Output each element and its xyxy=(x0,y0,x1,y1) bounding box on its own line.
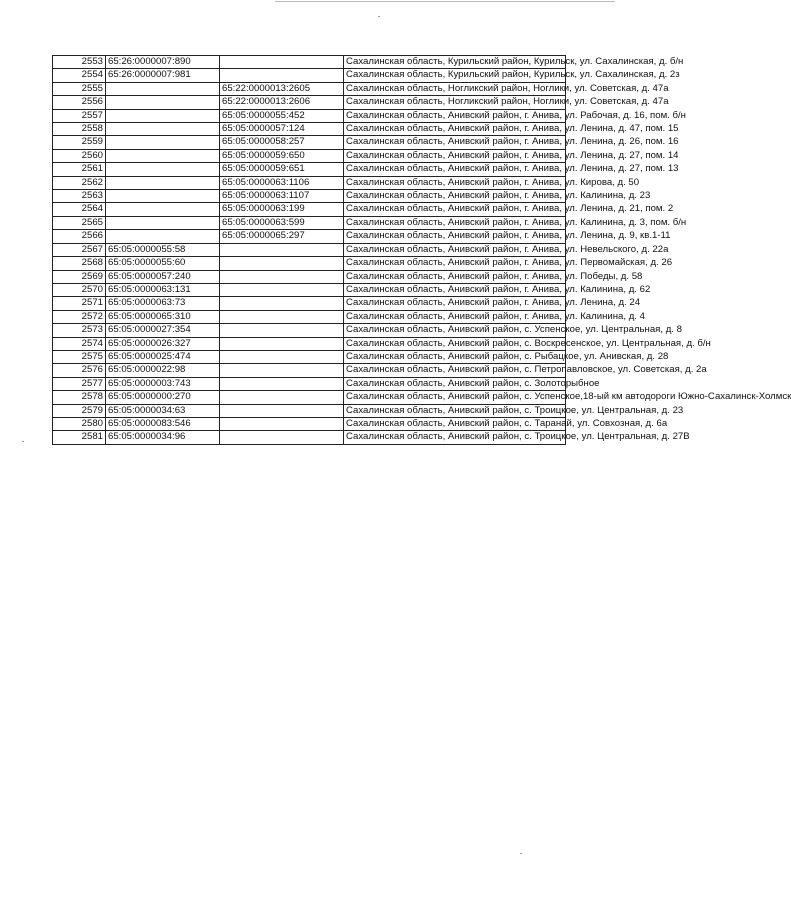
cadastral-number-premises xyxy=(220,270,344,283)
row-number: 2560 xyxy=(53,149,106,162)
cadastral-number-premises xyxy=(220,391,344,404)
address-cell: Сахалинская область, Анивский район, с. Троицкое, ул. Центральная, д. 23 xyxy=(344,404,566,417)
cadastral-number-building: 65:05:0000003:743 xyxy=(106,377,220,390)
cadastral-number-building xyxy=(106,203,220,216)
address-cell: Сахалинская область, Анивский район, г. Анива, ул. Ленина, д. 9, кв.1-11 xyxy=(344,230,566,243)
cadastral-number-building xyxy=(106,176,220,189)
row-number: 2565 xyxy=(53,216,106,229)
scan-speck xyxy=(378,16,380,17)
cadastral-number-building: 65:05:0000065:310 xyxy=(106,310,220,323)
address-cell: Сахалинская область, Анивский район, г. Анива, ул. Рабочая, д. 16, пом. б/н xyxy=(344,109,566,122)
scan-top-edge xyxy=(275,1,615,2)
address-cell: Сахалинская область, Анивский район, г. Анива, ул. Калинина, д. 3, пом. б/н xyxy=(344,216,566,229)
cadastral-number-premises xyxy=(220,364,344,377)
address-cell: Сахалинская область, Анивский район, г. Анива, ул. Ленина, д. 26, пом. 16 xyxy=(344,136,566,149)
cadastral-number-building: 65:05:0000034:96 xyxy=(106,431,220,444)
address-cell: Сахалинская область, Анивский район, с. Успенское,18-ый км автодороги Южно-Сахалинск-Холмск xyxy=(344,391,566,404)
address-cell: Сахалинская область, Анивский район, г. Анива, ул. Калинина, д. 62 xyxy=(344,283,566,296)
row-number: 2558 xyxy=(53,123,106,136)
cadastral-number-premises xyxy=(220,404,344,417)
cadastral-number-premises xyxy=(220,56,344,69)
cadastral-number-premises xyxy=(220,283,344,296)
cadastral-number-building: 65:05:0000027:354 xyxy=(106,324,220,337)
cadastral-number-building xyxy=(106,82,220,95)
cadastral-number-premises: 65:05:0000059:651 xyxy=(220,163,344,176)
cadastral-number-premises: 65:05:0000063:1106 xyxy=(220,176,344,189)
cadastral-number-building xyxy=(106,109,220,122)
address-cell: Сахалинская область, Анивский район, г. Анива, ул. Невельского, д. 22а xyxy=(344,243,566,256)
registry-table xyxy=(52,55,791,445)
address-cell: Сахалинская область, Анивский район, г. Анива, ул. Ленина, д. 24 xyxy=(344,297,566,310)
cadastral-number-building: 65:05:0000063:131 xyxy=(106,283,220,296)
table-row xyxy=(53,350,566,363)
table-row xyxy=(53,82,566,95)
cadastral-number-premises xyxy=(220,310,344,323)
cadastral-number-premises xyxy=(220,377,344,390)
row-number: 2564 xyxy=(53,203,106,216)
address-cell: Сахалинская область, Анивский район, с. Троицкое, ул. Центральная, д. 27В xyxy=(344,431,566,444)
address-cell: Сахалинская область, Анивский район, с. Таранай, ул. Совхозная, д. 6а xyxy=(344,417,566,430)
cadastral-number-building: 65:05:0000000:270 xyxy=(106,391,220,404)
cadastral-number-premises: 65:05:0000063:199 xyxy=(220,203,344,216)
cadastral-number-building xyxy=(106,96,220,109)
address-cell: Сахалинская область, Анивский район, г. Анива, ул. Ленина, д. 27, пом. 13 xyxy=(344,163,566,176)
table-row xyxy=(53,337,566,350)
table-row xyxy=(53,216,566,229)
cadastral-number-premises: 65:05:0000058:257 xyxy=(220,136,344,149)
table-row xyxy=(53,69,566,82)
cadastral-number-premises: 65:05:0000057:124 xyxy=(220,123,344,136)
row-number: 2554 xyxy=(53,69,106,82)
row-number: 2563 xyxy=(53,190,106,203)
row-number: 2569 xyxy=(53,270,106,283)
cadastral-number-premises xyxy=(220,243,344,256)
cadastral-number-building xyxy=(106,136,220,149)
row-number: 2561 xyxy=(53,163,106,176)
cadastral-number-premises: 65:22:0000013:2606 xyxy=(220,96,344,109)
row-number: 2573 xyxy=(53,324,106,337)
cadastral-number-building xyxy=(106,216,220,229)
row-number: 2580 xyxy=(53,417,106,430)
table-row xyxy=(53,364,566,377)
cadastral-number-building: 65:26:0000007:890 xyxy=(106,56,220,69)
row-number: 2571 xyxy=(53,297,106,310)
cadastral-number-building xyxy=(106,123,220,136)
address-cell: Сахалинская область, Курильский район, Курильск, ул. Сахалинская, д. б/н xyxy=(344,56,566,69)
row-number: 2557 xyxy=(53,109,106,122)
table-row xyxy=(53,391,566,404)
table-row xyxy=(53,190,566,203)
cadastral-number-premises xyxy=(220,257,344,270)
table-row xyxy=(53,431,566,444)
row-number: 2576 xyxy=(53,364,106,377)
table-row xyxy=(53,310,566,323)
table-row xyxy=(53,404,566,417)
cadastral-number-premises: 65:05:0000059:650 xyxy=(220,149,344,162)
row-number: 2556 xyxy=(53,96,106,109)
table-row xyxy=(53,257,566,270)
row-number: 2553 xyxy=(53,56,106,69)
cadastral-number-building xyxy=(106,230,220,243)
table-row xyxy=(53,324,566,337)
cadastral-number-building: 65:05:0000026:327 xyxy=(106,337,220,350)
address-cell: Сахалинская область, Анивский район, г. Анива, ул. Кирова, д. 50 xyxy=(344,176,566,189)
table-row xyxy=(53,163,566,176)
address-cell: Сахалинская область, Анивский район, с. Рыбацкое, ул. Анивская, д. 28 xyxy=(344,350,566,363)
address-cell: Сахалинская область, Анивский район, г. Анива, ул. Ленина, д. 27, пом. 14 xyxy=(344,149,566,162)
table-row xyxy=(53,243,566,256)
cadastral-number-premises xyxy=(220,297,344,310)
table-row xyxy=(53,270,566,283)
row-number: 2568 xyxy=(53,257,106,270)
cadastral-number-building: 65:05:0000055:60 xyxy=(106,257,220,270)
cadastral-number-building xyxy=(106,163,220,176)
row-number: 2555 xyxy=(53,82,106,95)
cadastral-number-premises xyxy=(220,417,344,430)
cadastral-number-premises xyxy=(220,324,344,337)
cadastral-number-premises xyxy=(220,69,344,82)
cadastral-number-premises xyxy=(220,431,344,444)
scan-speck xyxy=(520,853,522,854)
table-row xyxy=(53,176,566,189)
registry-table-body xyxy=(53,56,791,445)
row-number: 2581 xyxy=(53,431,106,444)
table-row xyxy=(53,149,566,162)
cadastral-number-building xyxy=(106,149,220,162)
row-number: 2572 xyxy=(53,310,106,323)
address-cell: Сахалинская область, Ногликский район, Ноглики, ул. Советская, д. 47а xyxy=(344,82,566,95)
cadastral-number-building: 65:05:0000022:98 xyxy=(106,364,220,377)
table-row xyxy=(53,377,566,390)
table-row xyxy=(53,123,566,136)
row-number: 2562 xyxy=(53,176,106,189)
address-cell: Сахалинская область, Анивский район, г. Анива, ул. Калинина, д. 4 xyxy=(344,310,566,323)
cadastral-number-building: 65:05:0000057:240 xyxy=(106,270,220,283)
address-cell: Сахалинская область, Анивский район, г. Анива, ул. Первомайская, д. 26 xyxy=(344,257,566,270)
table-row xyxy=(53,203,566,216)
cadastral-number-premises: 65:05:0000063:599 xyxy=(220,216,344,229)
cadastral-number-building: 65:05:0000083:546 xyxy=(106,417,220,430)
row-number: 2575 xyxy=(53,350,106,363)
table-row xyxy=(53,297,566,310)
address-cell: Сахалинская область, Анивский район, г. Анива, ул. Калинина, д. 23 xyxy=(344,190,566,203)
address-cell: Сахалинская область, Анивский район, с. Петропавловское, ул. Советская, д. 2а xyxy=(344,364,566,377)
table-row xyxy=(53,230,566,243)
table-row xyxy=(53,109,566,122)
cadastral-number-premises: 65:05:0000065:297 xyxy=(220,230,344,243)
table-row xyxy=(53,136,566,149)
cadastral-number-premises: 65:22:0000013:2605 xyxy=(220,82,344,95)
cadastral-number-building: 65:05:0000063:73 xyxy=(106,297,220,310)
row-number: 2574 xyxy=(53,337,106,350)
row-number: 2566 xyxy=(53,230,106,243)
cadastral-number-building: 65:05:0000055:58 xyxy=(106,243,220,256)
address-cell: Сахалинская область, Анивский район, г. Анива, ул. Ленина, д. 47, пом. 15 xyxy=(344,123,566,136)
row-number: 2567 xyxy=(53,243,106,256)
cadastral-number-building: 65:05:0000025:474 xyxy=(106,350,220,363)
address-cell: Сахалинская область, Ногликский район, Ноглики, ул. Советская, д. 47а xyxy=(344,96,566,109)
cadastral-number-building: 65:05:0000034:63 xyxy=(106,404,220,417)
cadastral-number-building: 65:26:0000007:981 xyxy=(106,69,220,82)
address-cell: Сахалинская область, Анивский район, с. Воскресенское, ул. Центральная, д. б/н xyxy=(344,337,566,350)
table-row xyxy=(53,283,566,296)
address-cell: Сахалинская область, Курильский район, Курильск, ул. Сахалинская, д. 2з xyxy=(344,69,566,82)
row-number: 2578 xyxy=(53,391,106,404)
address-cell: Сахалинская область, Анивский район, г. Анива, ул. Ленина, д. 21, пом. 2 xyxy=(344,203,566,216)
cadastral-number-building xyxy=(106,190,220,203)
cadastral-number-premises: 65:05:0000055:452 xyxy=(220,109,344,122)
row-number: 2570 xyxy=(53,283,106,296)
scan-speck xyxy=(22,441,24,442)
row-number: 2559 xyxy=(53,136,106,149)
row-number: 2579 xyxy=(53,404,106,417)
cadastral-number-premises xyxy=(220,337,344,350)
cadastral-number-premises: 65:05:0000063:1107 xyxy=(220,190,344,203)
table-row xyxy=(53,417,566,430)
address-cell: Сахалинская область, Анивский район, г. Анива, ул. Победы, д. 58 xyxy=(344,270,566,283)
table-row xyxy=(53,56,566,69)
address-cell: Сахалинская область, Анивский район, с. Золоторыбное xyxy=(344,377,566,390)
table-row xyxy=(53,96,566,109)
row-number: 2577 xyxy=(53,377,106,390)
cadastral-number-premises xyxy=(220,350,344,363)
address-cell: Сахалинская область, Анивский район, с. Успенское, ул. Центральная, д. 8 xyxy=(344,324,566,337)
